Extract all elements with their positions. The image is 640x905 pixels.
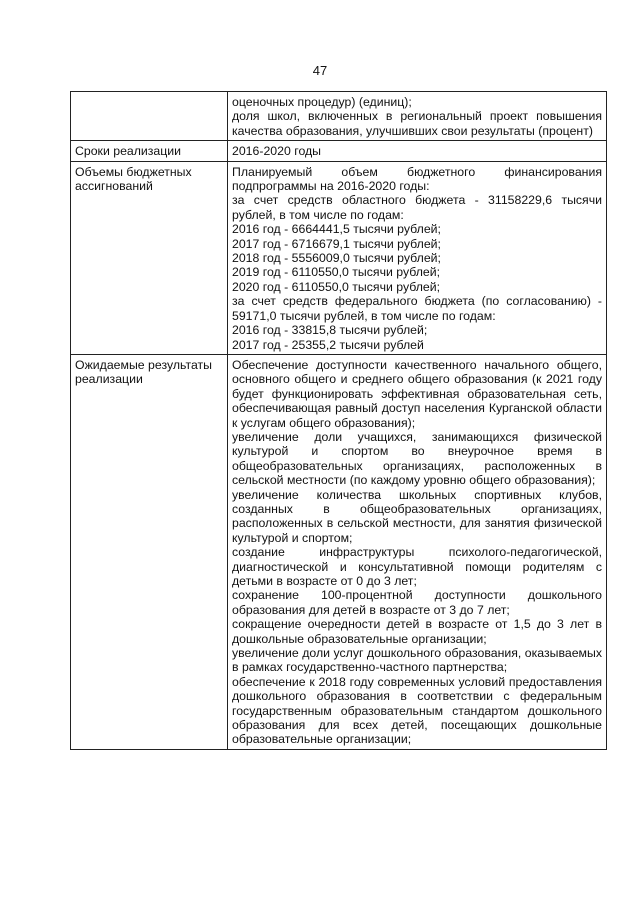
row-value	[228, 161, 607, 354]
value-line: 2017 год - 25355,2 тысячи рублей	[232, 337, 424, 352]
table-row	[71, 141, 607, 161]
value-line: 2017 год - 6716679,1 тысячи рублей;	[232, 236, 441, 251]
value-line: Планируемый объем бюджетного финансирования подпрограммы на 2016-2020 годы:	[232, 164, 602, 194]
page-number: 47	[312, 63, 328, 78]
value-line: 2016 год - 33815,8 тысячи рублей;	[232, 323, 428, 338]
value-line: обеспечение к 2018 году современных условий предоставления дошкольного образования в соответствии с федеральным государственным образовательным стандартом дошкольного образования для всех детей, посещающих дошкольные образовательные организации;	[232, 674, 602, 747]
value-line: доля школ, включенных в региональный проект повышения качества образования, улучшивших свои результаты (процент)	[232, 109, 602, 138]
row-value	[228, 141, 607, 161]
row-label: Сроки реализации	[71, 141, 228, 161]
row-value	[228, 354, 607, 749]
value-line: сокращение очередности детей в возрасте от 1,5 до 3 лет в дошкольные образовательные организации;	[232, 617, 602, 646]
value-line: 2019 год - 6110550,0 тысячи рублей;	[232, 265, 441, 280]
table-row	[71, 161, 607, 354]
value-line: сохранение 100-процентной доступности дошкольного образования для детей в возрасте от 3 до 7 лет;	[232, 588, 602, 617]
value-line: 2016-2020 годы	[232, 144, 322, 159]
value-line: оценочных процедур) (единиц);	[232, 95, 412, 109]
value-line: увеличение доли услуг дошкольного образования, оказываемых в рамках государственно-частного партнерства;	[232, 646, 602, 675]
row-label	[71, 92, 228, 141]
row-label: Ожидаемые результаты реализации	[71, 354, 228, 749]
value-line: 2016 год - 6664441,5 тысячи рублей;	[232, 222, 441, 237]
row-label: Объемы бюджетных ассигнований	[71, 161, 228, 354]
value-line: создание инфраструктуры психолого-педагогической, диагностической и консультативной помощи родителям с детьми в возрасте от 0 до 3 лет;	[232, 545, 602, 588]
value-line: увеличение доли учащихся, занимающихся физической культурой и спортом во внеурочное время в общеобразовательных организациях, расположенных в сельской местности (по каждому уровню общего образования);	[232, 429, 602, 488]
table-row	[71, 92, 607, 141]
value-line: за счет средств областного бюджета - 31158229,6 тысячи рублей, в том числе по годам:	[232, 193, 602, 222]
value-line: 2020 год - 6110550,0 тысячи рублей;	[232, 279, 441, 294]
row-value	[228, 92, 607, 141]
subprogram-passport-table	[70, 91, 607, 750]
table-row	[71, 354, 607, 749]
value-line: увеличение количества школьных спортивных клубов, созданных в общеобразовательных организациях, расположенных в сельской местности, для занятия физической культурой и спортом;	[232, 487, 602, 545]
value-line: 2018 год - 5556009,0 тысячи рублей;	[232, 251, 441, 266]
value-line: за счет средств федерального бюджета (по согласованию) - 59171,0 тысячи рублей, в том числе по годам:	[232, 294, 602, 323]
value-line: Обеспечение доступности качественного начального общего, основного общего и среднего общего образования (к 2021 году будет функционировать эффективная образовательная сеть, обеспечивающая равный доступ населения Курганской области к услугам общего образования);	[232, 357, 602, 430]
